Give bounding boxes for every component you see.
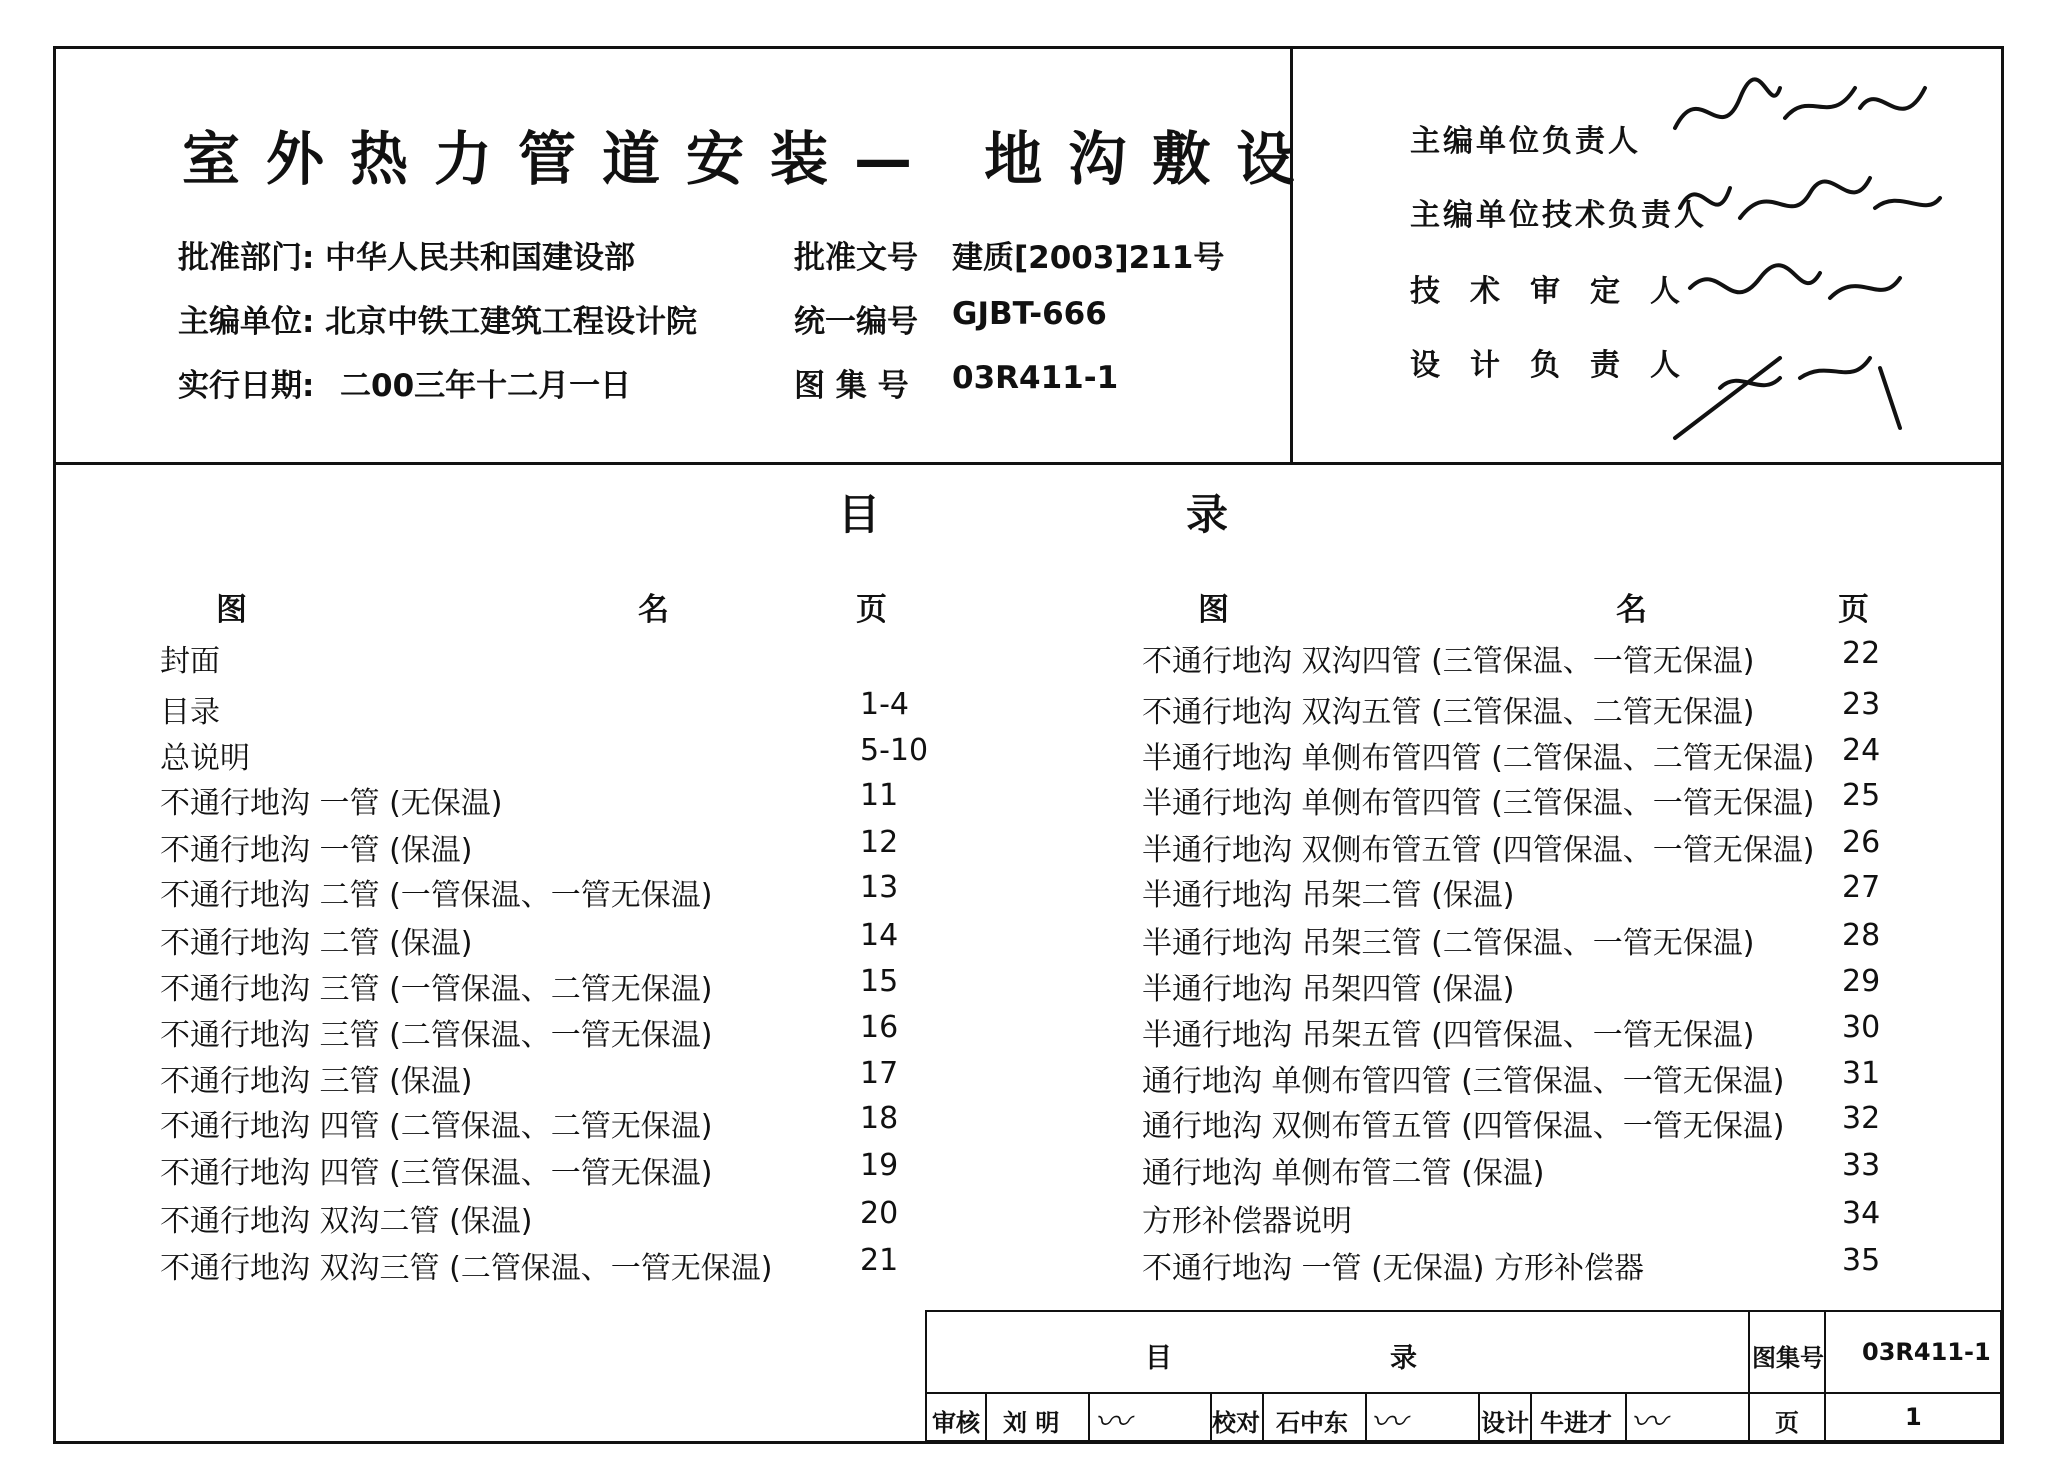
toc-left-page-4: 12 bbox=[860, 825, 899, 860]
toc-right-name-10: 通行地沟 双侧布管五管 (四管保温、一管无保温) bbox=[1142, 1109, 1785, 1144]
left-col-head-tu: 图 bbox=[216, 592, 247, 628]
design-name: 牛进才 bbox=[1540, 1409, 1612, 1437]
toc-right-page-13: 35 bbox=[1842, 1243, 1881, 1278]
toc-right-name-5: 半通行地沟 吊架二管 (保温) bbox=[1142, 878, 1515, 913]
toc-right-name-3: 半通行地沟 单侧布管四管 (三管保温、一管无保温) bbox=[1142, 786, 1815, 821]
toc-right-name-11: 通行地沟 单侧布管二管 (保温) bbox=[1142, 1156, 1545, 1191]
tb-divider-8 bbox=[1625, 1392, 1627, 1442]
signer-role-chief-editor-unit: 主编单位负责人 bbox=[1410, 124, 1641, 159]
toc-right-page-8: 30 bbox=[1842, 1010, 1881, 1045]
toc-left-name-12: 不通行地沟 双沟二管 (保温) bbox=[160, 1204, 533, 1239]
toc-title-right: 录 bbox=[1186, 490, 1229, 539]
toc-left-name-11: 不通行地沟 四管 (三管保温、一管无保温) bbox=[160, 1156, 713, 1191]
approval-dept-value: 中华人民共和国建设部 bbox=[325, 240, 635, 276]
page-value: 1 bbox=[1905, 1403, 1922, 1431]
tb-divider-4 bbox=[1262, 1392, 1264, 1442]
signer-role-design-lead: 设计负责人 bbox=[1410, 348, 1710, 383]
design-label: 设计 bbox=[1481, 1409, 1529, 1437]
approval-doc-value: 建质[2003]211号 bbox=[952, 240, 1225, 276]
unified-no-label: 统一编号 bbox=[794, 304, 918, 340]
toc-left-name-7: 不通行地沟 三管 (一管保温、二管无保温) bbox=[160, 972, 713, 1007]
toc-left-page-5: 13 bbox=[860, 870, 899, 905]
toc-right-page-10: 32 bbox=[1842, 1101, 1881, 1136]
effective-date-label: 实行日期: bbox=[178, 368, 315, 404]
toc-right-name-8: 半通行地沟 吊架五管 (四管保温、一管无保温) bbox=[1142, 1018, 1755, 1053]
tb-divider-2 bbox=[1088, 1392, 1090, 1442]
toc-left-page-9: 17 bbox=[860, 1056, 899, 1091]
signer-role-technical-reviewer: 技术审定人 bbox=[1410, 274, 1710, 309]
page-title: 室外热力管道安装— 地沟敷设 bbox=[182, 125, 1321, 193]
signer-divider bbox=[1290, 46, 1293, 464]
toc-left-name-6: 不通行地沟 二管 (保温) bbox=[160, 926, 473, 961]
tb-divider-7 bbox=[1530, 1392, 1532, 1442]
toc-right-page-9: 31 bbox=[1842, 1056, 1881, 1091]
toc-left-page-11: 19 bbox=[860, 1148, 899, 1183]
title-block-title-right: 录 bbox=[1390, 1343, 1417, 1374]
left-col-head-ming: 名 bbox=[638, 592, 669, 628]
approval-dept-label: 批准部门: bbox=[178, 240, 315, 276]
toc-left-page-12: 20 bbox=[860, 1196, 899, 1231]
toc-right-name-7: 半通行地沟 吊架四管 (保温) bbox=[1142, 972, 1515, 1007]
toc-right-page-2: 24 bbox=[1842, 733, 1881, 768]
title-block-main bbox=[925, 1310, 1750, 1394]
check-name: 石中东 bbox=[1276, 1409, 1348, 1437]
title-block-title-left: 目 bbox=[1145, 1343, 1172, 1374]
toc-right-name-1: 不通行地沟 双沟五管 (三管保温、二管无保温) bbox=[1142, 695, 1755, 730]
title-block-atlas-value: 03R411-1 bbox=[1862, 1338, 1991, 1366]
toc-left-page-10: 18 bbox=[860, 1101, 899, 1136]
right-col-head-tu: 图 bbox=[1198, 592, 1229, 628]
tb-divider-5 bbox=[1365, 1392, 1367, 1442]
toc-left-page-8: 16 bbox=[860, 1010, 899, 1045]
toc-right-page-0: 22 bbox=[1842, 636, 1881, 671]
toc-right-page-5: 27 bbox=[1842, 870, 1881, 905]
toc-left-page-1: 1-4 bbox=[860, 687, 909, 722]
toc-left-page-13: 21 bbox=[860, 1243, 899, 1278]
toc-right-name-6: 半通行地沟 吊架三管 (二管保温、一管无保温) bbox=[1142, 926, 1755, 961]
editor-unit-value: 北京中铁工建筑工程设计院 bbox=[325, 304, 697, 340]
toc-left-name-5: 不通行地沟 二管 (一管保温、一管无保温) bbox=[160, 878, 713, 913]
signer-role-chief-technical: 主编单位技术负责人 bbox=[1410, 198, 1707, 233]
toc-right-name-0: 不通行地沟 双沟四管 (三管保温、一管无保温) bbox=[1142, 644, 1755, 679]
check-label: 校对 bbox=[1212, 1409, 1260, 1437]
signature-scribbles bbox=[1660, 58, 1960, 458]
header-divider bbox=[53, 462, 2004, 465]
page-label: 页 bbox=[1775, 1409, 1799, 1437]
atlas-no-label: 图 集 号 bbox=[794, 368, 909, 404]
review-label: 审核 bbox=[932, 1409, 980, 1437]
editor-unit-label: 主编单位: bbox=[178, 304, 315, 340]
toc-left-name-0: 封面 bbox=[160, 644, 220, 679]
toc-right-name-4: 半通行地沟 双侧布管五管 (四管保温、一管无保温) bbox=[1142, 833, 1815, 868]
effective-date-value: 二00三年十二月一日 bbox=[340, 368, 632, 404]
toc-left-page-6: 14 bbox=[860, 918, 899, 953]
toc-right-page-7: 29 bbox=[1842, 964, 1881, 999]
toc-left-name-13: 不通行地沟 双沟三管 (二管保温、一管无保温) bbox=[160, 1251, 773, 1286]
toc-right-name-12: 方形补偿器说明 bbox=[1142, 1204, 1352, 1239]
toc-right-name-9: 通行地沟 单侧布管四管 (三管保温、一管无保温) bbox=[1142, 1064, 1785, 1099]
toc-right-name-13: 不通行地沟 一管 (无保温) 方形补偿器 bbox=[1142, 1251, 1645, 1286]
toc-left-name-4: 不通行地沟 一管 (保温) bbox=[160, 833, 473, 868]
toc-left-page-2: 5-10 bbox=[860, 733, 929, 768]
atlas-no-value: 03R411-1 bbox=[952, 360, 1119, 396]
toc-right-name-2: 半通行地沟 单侧布管四管 (二管保温、二管无保温) bbox=[1142, 741, 1815, 776]
toc-left-page-7: 15 bbox=[860, 964, 899, 999]
unified-no-value: GJBT-666 bbox=[952, 296, 1107, 332]
toc-right-page-4: 26 bbox=[1842, 825, 1881, 860]
design-signature: 〰 bbox=[1630, 1402, 1667, 1443]
approval-doc-label: 批准文号 bbox=[794, 240, 918, 276]
left-col-head-ye: 页 bbox=[856, 592, 887, 628]
toc-right-page-1: 23 bbox=[1842, 687, 1881, 722]
toc-left-name-9: 不通行地沟 三管 (保温) bbox=[160, 1064, 473, 1099]
title-block-atlas-label: 图集号 bbox=[1752, 1344, 1824, 1372]
toc-right-page-12: 34 bbox=[1842, 1196, 1881, 1231]
right-col-head-ye: 页 bbox=[1838, 592, 1869, 628]
toc-right-page-11: 33 bbox=[1842, 1148, 1881, 1183]
toc-left-name-10: 不通行地沟 四管 (二管保温、二管无保温) bbox=[160, 1109, 713, 1144]
toc-left-page-3: 11 bbox=[860, 778, 899, 813]
toc-left-name-2: 总说明 bbox=[160, 741, 250, 776]
review-signature: 〰 bbox=[1094, 1402, 1131, 1443]
check-signature: 〰 bbox=[1370, 1402, 1407, 1443]
tb-divider-6 bbox=[1478, 1392, 1480, 1442]
tb-divider-1 bbox=[985, 1392, 987, 1442]
toc-left-name-8: 不通行地沟 三管 (二管保温、一管无保温) bbox=[160, 1018, 713, 1053]
review-name: 刘 明 bbox=[1003, 1409, 1060, 1437]
right-col-head-ming: 名 bbox=[1616, 592, 1647, 628]
toc-left-name-3: 不通行地沟 一管 (无保温) bbox=[160, 786, 503, 821]
toc-right-page-3: 25 bbox=[1842, 778, 1881, 813]
toc-left-name-1: 目录 bbox=[160, 695, 220, 730]
toc-title-left: 目 bbox=[838, 490, 881, 539]
toc-right-page-6: 28 bbox=[1842, 918, 1881, 953]
